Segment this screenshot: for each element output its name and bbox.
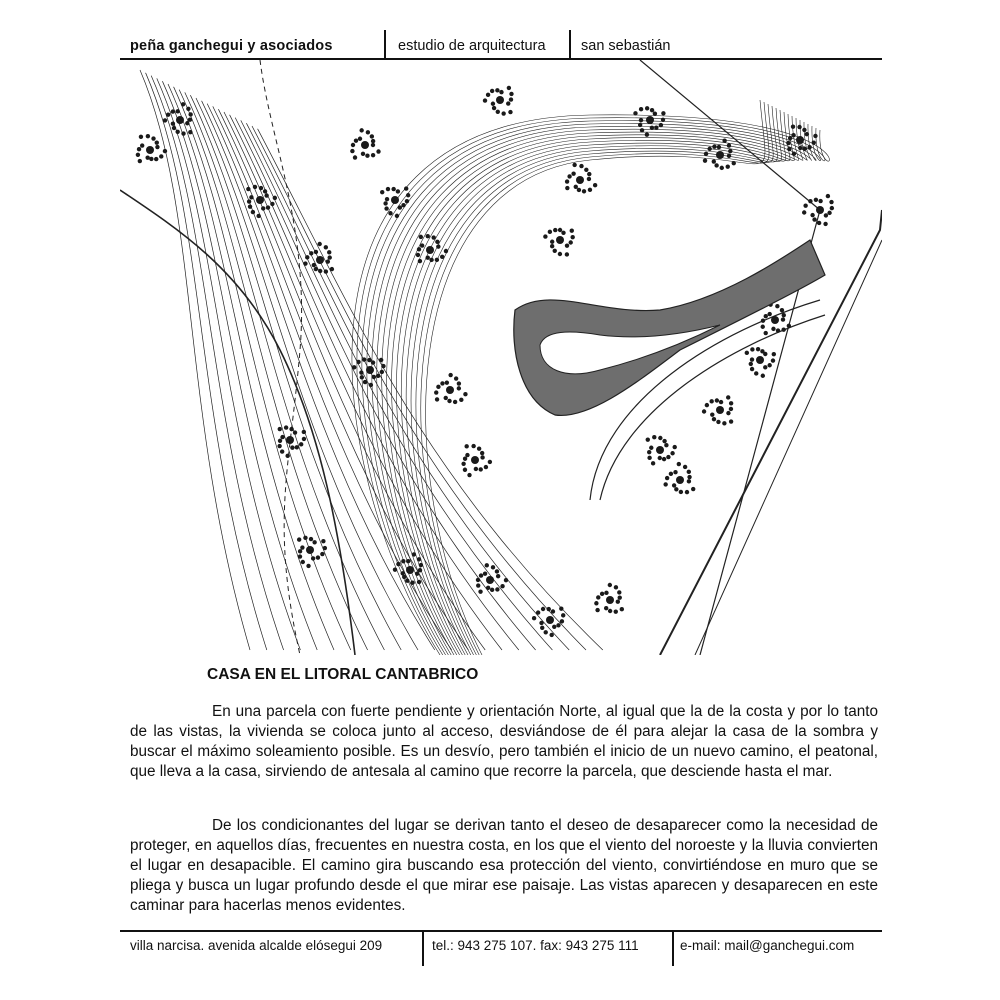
footer-divider (672, 930, 674, 966)
contour-line (162, 81, 317, 650)
tree-icon (594, 583, 624, 614)
contour-line (179, 90, 367, 650)
site-plan-svg (120, 60, 882, 655)
tree-icon (277, 425, 306, 458)
tree-icon (246, 185, 277, 218)
email-link[interactable]: e-mail: mail@ganchegui.com (680, 938, 855, 953)
house-wall (514, 240, 825, 415)
tree-icon (476, 563, 508, 594)
paragraph-1: En una parcela con fuerte pendiente y orientación Norte, al igual que la de la costa y por lo tanto de las vistas, la vivienda se coloca junto al acceso, desviándose de él para alejar la casa de la sombra y buscar el máximo soleamiento posible. Es un desvío, pero también el inicio de un nuevo camino, el peatonal, que lleva a la casa, sirviendo de antesala al camino que recorre la parcela, que desciende hasta el mar. (130, 703, 878, 780)
contour-line (146, 73, 267, 650)
tree-icon (350, 128, 381, 160)
tree-icon (745, 347, 776, 378)
site-plan-drawing (120, 60, 882, 655)
article-title: CASA EN EL LITORAL CANTABRICO (207, 666, 479, 683)
contour-line (157, 78, 301, 650)
house-footprint (514, 240, 825, 415)
header-divider (569, 30, 571, 60)
letterhead (120, 30, 882, 58)
tree-icon (543, 228, 575, 257)
address: villa narcisa. avenida alcalde elósegui 209 (130, 938, 383, 953)
contour-lines (140, 70, 829, 655)
footer-divider (422, 930, 424, 966)
paragraph-2: De los condicionantes del lugar se derivan tanto el deseo de desaparecer como la necesidad de proteger, en aquellos días, frecuentes en nuestra costa, en los que el viento del noroeste y la lluvia convierten el lugar en desapacible. El camino gira buscando esa protección del viento, convirtiéndose en muro que se pliega y busca un lugar profundo desde el que mirar ese paisaje. Las vistas aparecen y desaparecen en este caminar para hacerlas menos evidentes. (130, 817, 878, 914)
studio-label: estudio de arquitectura (398, 38, 546, 54)
header-divider (384, 30, 386, 60)
tree-icon (461, 444, 492, 477)
tree-icon (702, 395, 733, 425)
tree-icon (380, 186, 410, 218)
tree-icon (565, 163, 597, 194)
footer (120, 930, 882, 970)
tree-icon (434, 373, 468, 404)
tree-icon (663, 462, 695, 494)
tree-icon (393, 552, 423, 585)
phone-fax: tel.: 943 275 107. fax: 943 275 111 (432, 938, 639, 953)
footer-rule (120, 930, 882, 932)
tree-icon (297, 536, 327, 569)
contour-line (235, 118, 535, 650)
contour-line (202, 101, 435, 650)
tree-icon (786, 125, 817, 156)
tree-icon (646, 435, 677, 466)
firm-name: peña ganchegui y asociados (130, 38, 333, 54)
tree-icon (483, 86, 514, 116)
contour-line (174, 87, 351, 650)
city-label: san sebastián (581, 38, 671, 54)
